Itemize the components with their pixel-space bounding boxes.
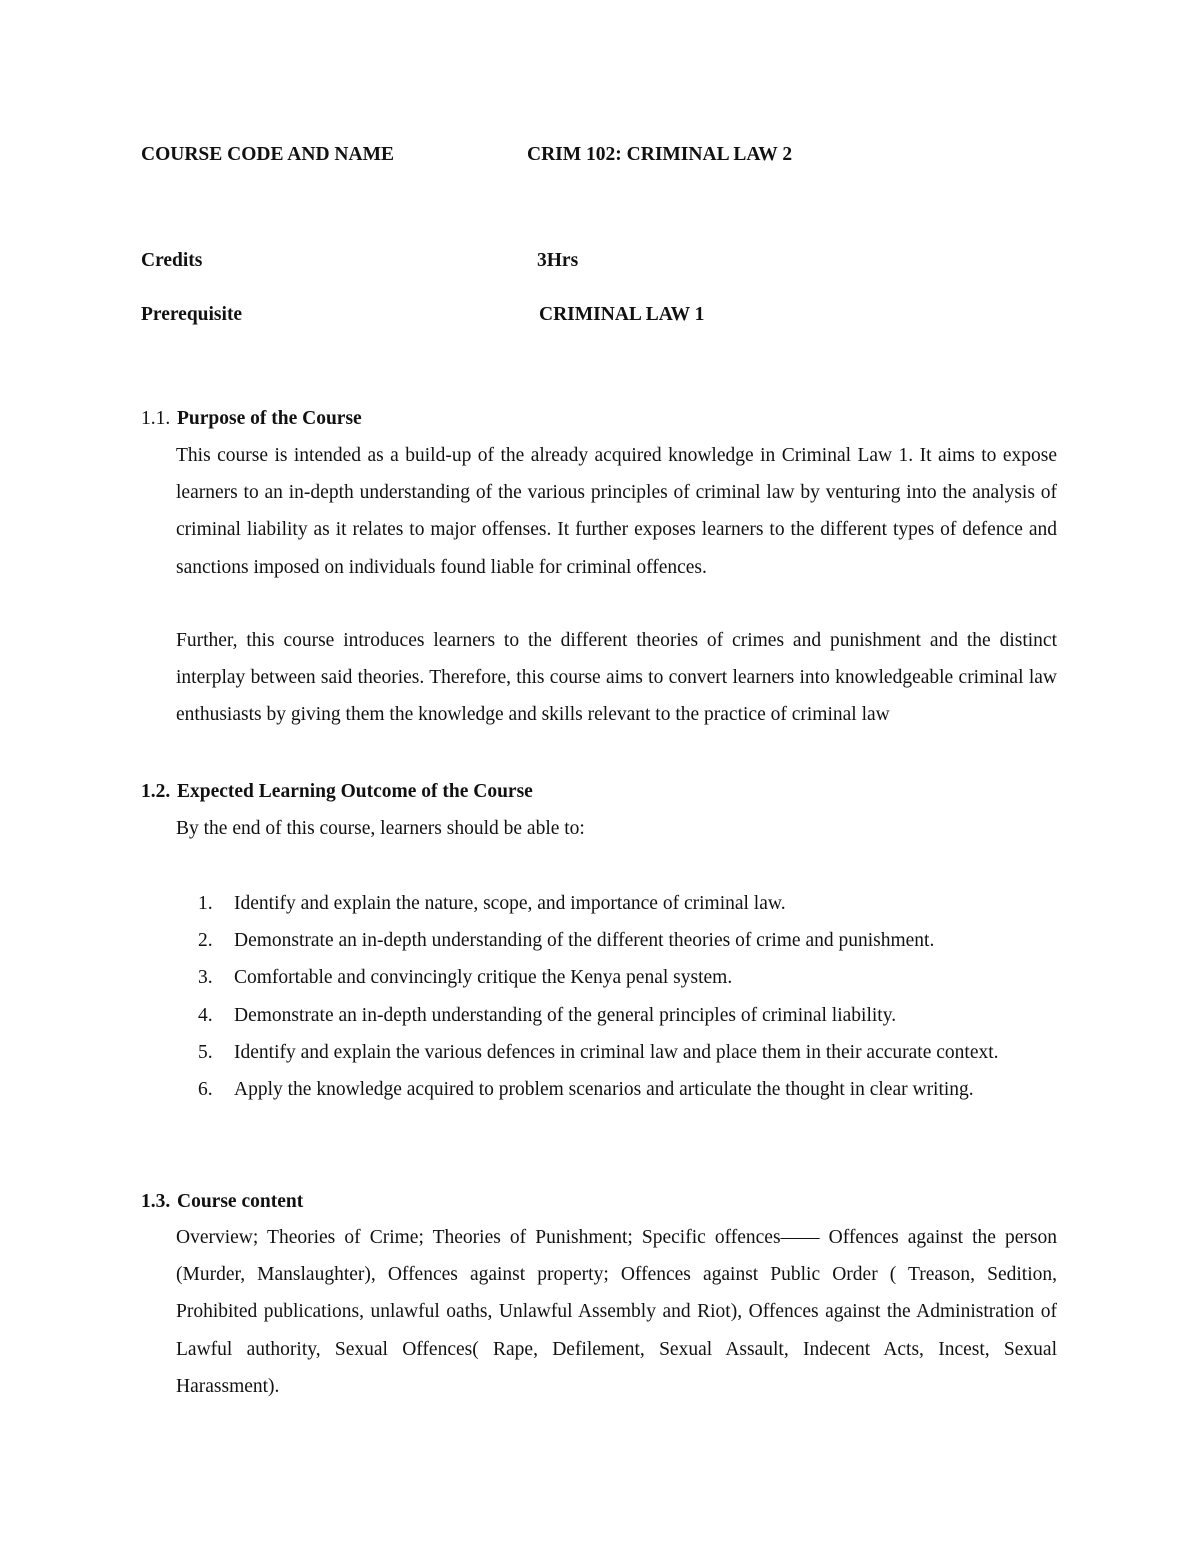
prerequisite-label: Prerequisite: [141, 304, 243, 325]
list-item: [176, 997, 1057, 1034]
list-item: [176, 885, 1057, 922]
section-heading-purpose: [141, 407, 362, 431]
list-item-number: 5.: [198, 1041, 213, 1063]
list-item: [176, 1034, 1057, 1071]
list-item: [176, 1071, 1057, 1108]
section-title: Expected Learning Outcome of the Course: [177, 781, 533, 802]
section-number: 1.1.: [141, 408, 171, 429]
purpose-paragraph-1: This course is intended as a build-up of the already acquired knowledge in Criminal Law 1. It aims to expose learners to an in-depth understanding of the various principles of criminal law by venturing into the analysis of criminal liability as it relates to major offenses. It further exposes learners to the different types of defence and sanctions imposed on individuals found liable for criminal offences.: [176, 445, 1057, 578]
section-heading-outcomes: [141, 780, 533, 804]
course-code-value: CRIM 102: CRIMINAL LAW 2: [527, 144, 793, 165]
section-title: Course content: [177, 1191, 304, 1212]
course-code-label: COURSE CODE AND NAME: [141, 144, 394, 165]
credits-value: 3Hrs: [537, 250, 579, 271]
outcomes-list: [176, 885, 1057, 1108]
list-item-number: 1.: [198, 893, 213, 914]
list-item-text: Demonstrate an in-depth understanding of the general principles of criminal liability.: [234, 1004, 897, 1026]
outcomes-intro: By the end of this course, learners should be able to:: [176, 818, 585, 839]
credits-label: Credits: [141, 250, 203, 271]
list-item: [176, 922, 1057, 959]
list-item-text: Apply the knowledge acquired to problem scenarios and articulate the thought in clear writing.: [234, 1079, 974, 1101]
list-item-number: 3.: [198, 967, 213, 989]
list-item-number: 6.: [198, 1079, 213, 1101]
list-item-text: Identify and explain the nature, scope, and importance of criminal law.: [234, 893, 786, 914]
section-heading-content: [141, 1190, 303, 1214]
list-item: [176, 959, 1057, 996]
list-item-text: Demonstrate an in-depth understanding of the different theories of crime and punishment.: [234, 930, 935, 952]
course-content-paragraph: Overview; Theories of Crime; Theories of Punishment; Specific offences—— Offences against the person (Murder, Manslaughter), Offences against property; Offences against Public Order ( Treason, Sedition, Prohibited publications, unlawful oaths, Unlawful Assembly and Riot), Offences against the Administration of Lawful authority, Sexual Offences( Rape, Defilement, Sexual Assault, Indecent Acts, Incest, Sexual Harassment).: [176, 1227, 1057, 1397]
section-number: 1.2.: [141, 781, 171, 802]
list-item-number: 2.: [198, 930, 213, 952]
section-number: 1.3.: [141, 1191, 171, 1212]
purpose-paragraph-2: Further, this course introduces learners to the different theories of crimes and punishment and the distinct interplay between said theories. Therefore, this course aims to convert learners into knowledgeable criminal law enthusiasts by giving them the knowledge and skills relevant to the practice of criminal law: [176, 630, 1057, 726]
list-item-number: 4.: [198, 1004, 213, 1026]
list-item-text: Identify and explain the various defences in criminal law and place them in their accurate context.: [234, 1041, 999, 1063]
section-title: Purpose of the Course: [177, 408, 362, 429]
list-item-text: Comfortable and convincingly critique the Kenya penal system.: [234, 967, 733, 989]
prerequisite-value: CRIMINAL LAW 1: [539, 304, 705, 325]
